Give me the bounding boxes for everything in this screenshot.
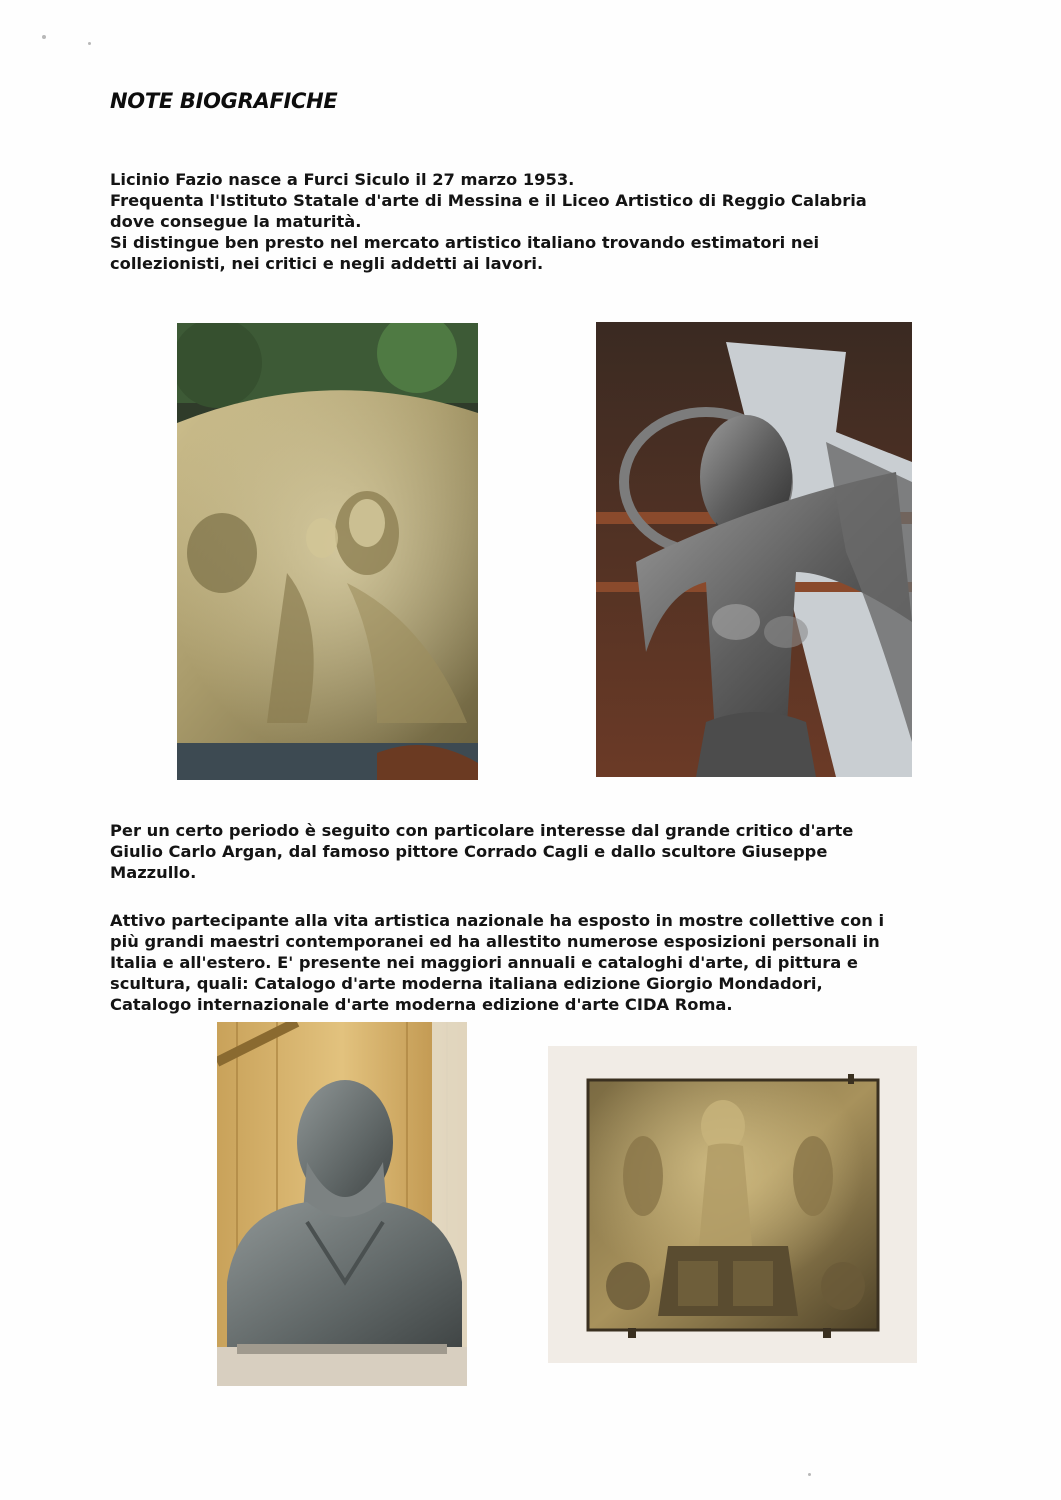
scan-speck [42, 35, 46, 39]
text-line: Licinio Fazio nasce a Furci Siculo il 27 marzo 1953. [110, 170, 575, 189]
text-line: Per un certo periodo è seguito con particolare interesse dal grande critico d'arte [110, 821, 854, 840]
biography-paragraph-1 [110, 169, 960, 274]
scan-speck [808, 1473, 811, 1476]
relief-madonna-photo [177, 323, 478, 780]
text-line: Si distingue ben presto nel mercato artistico italiano trovando estimatori nei [110, 233, 820, 252]
text-line: Mazzullo. [110, 863, 197, 882]
text-line: Giulio Carlo Argan, dal famoso pittore Corrado Cagli e dallo scultore Giuseppe [110, 842, 828, 861]
text-line: dove consegue la maturità. [110, 212, 362, 231]
text-line: scultura, quali: Catalogo d'arte moderna italiana edizione Giorgio Mondadori, [110, 974, 823, 993]
text-line: collezionisti, nei critici e negli addetti ai lavori. [110, 254, 544, 273]
biography-paragraph-2 [110, 820, 960, 883]
page-heading: NOTE BIOGRAFICHE [110, 89, 338, 113]
text-line: Attivo partecipante alla vita artistica nazionale ha esposto in mostre collettive con i [110, 911, 885, 930]
resurrection-relief-photo [548, 1046, 917, 1363]
scan-speck [88, 42, 91, 45]
text-line: più grandi maestri contemporanei ed ha allestito numerose esposizioni personali in [110, 932, 880, 951]
text-line: Catalogo internazionale d'arte moderna edizione d'arte CIDA Roma. [110, 995, 733, 1014]
friar-bust-photo [217, 1022, 467, 1386]
text-line: Frequenta l'Istituto Statale d'arte di Messina e il Liceo Artistico di Reggio Calabria [110, 191, 867, 210]
crucifix-sculpture-photo [596, 322, 912, 777]
text-line: Italia e all'estero. E' presente nei maggiori annuali e cataloghi d'arte, di pittura e [110, 953, 858, 972]
biography-paragraph-3 [110, 910, 970, 1015]
